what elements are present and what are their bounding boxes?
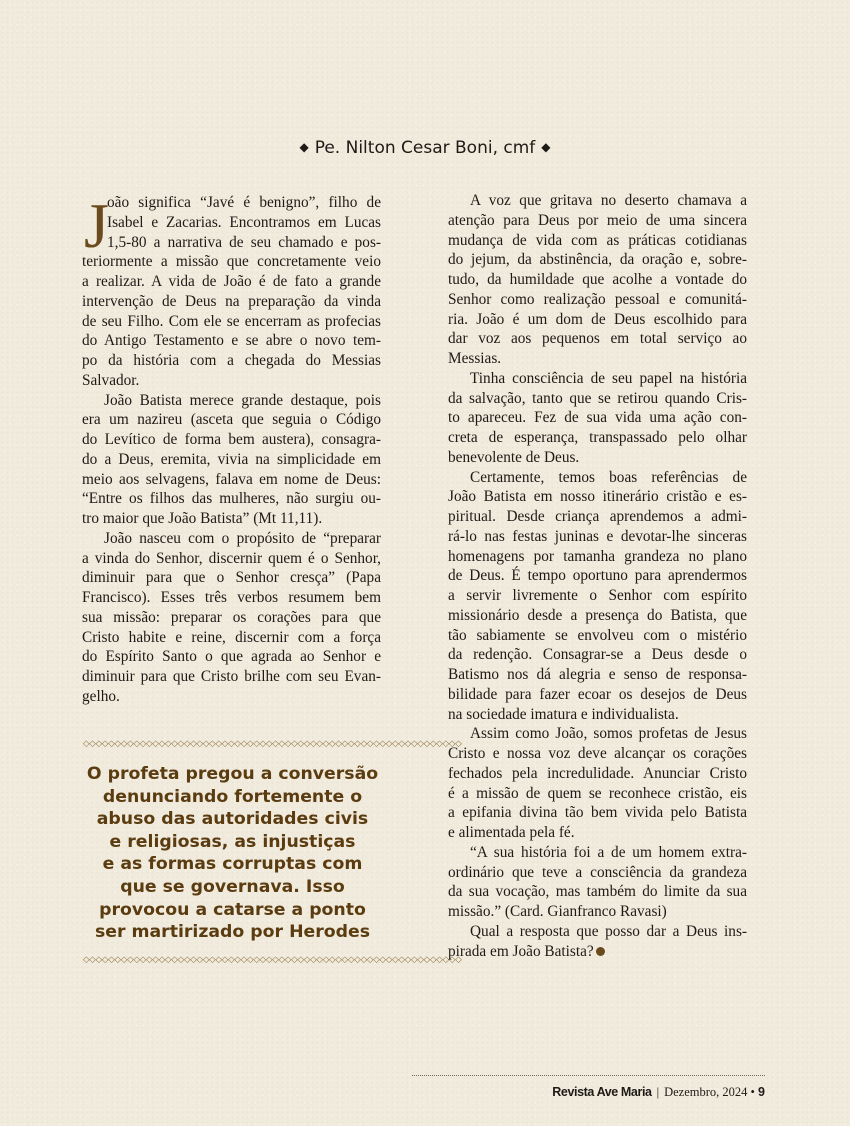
paragraph	[448, 369, 747, 468]
text-line: ria. João é um dom de Deus escolhido para	[448, 310, 747, 328]
text-line: Cristo e nossa voz deve alcançar os corações	[448, 745, 747, 762]
text-line: ordinário que teve a consciência da grandeza	[448, 863, 747, 881]
text-line: sua missão: preparar os corações para que	[82, 608, 381, 626]
text-line: de Deus. É tempo oportuno para aprendermos	[448, 567, 747, 585]
paragraph	[448, 922, 747, 962]
text-line: Messias.	[448, 350, 502, 367]
footer-dot: •	[750, 1085, 755, 1099]
text-line: diminuir para que o Senhor cresça” (Papa	[82, 569, 381, 587]
text-line: de seu Filho. Com ele se encerram as profecias	[82, 312, 381, 330]
text-line: Isabel e Zacarias. Encontramos em Lucas	[107, 213, 381, 231]
text-line: bilidade para fazer ecoar os desejos de Deus	[448, 685, 747, 703]
text-line: fechados pela incredulidade. Anunciar Cristo	[448, 764, 747, 782]
text-line: Batismo nos dá alegria e senso de responsa-	[448, 666, 747, 683]
text-line: a epifania divina tão bem vivida pelo Batista	[448, 804, 747, 822]
pull-quote-line: e religiosas, as injustiças	[109, 831, 356, 852]
text-line: 1,5-80 a narrativa de seu chamado e pos-	[107, 233, 381, 251]
text-line: to apareceu. Fez de sua vida uma ação con-	[448, 409, 747, 427]
text-line: gelho.	[82, 687, 120, 705]
text-line: da sua vocação, mas também do limite da sua	[448, 883, 747, 901]
magazine-name: Revista Ave Maria	[552, 1085, 652, 1099]
paragraph	[448, 468, 747, 725]
text-line: tão sabiamente se envolveu com o mistério	[448, 626, 747, 644]
pull-quote-line: O profeta pregou a conversão	[86, 764, 379, 784]
text-line: atenção para Deus por meio de uma sincera	[448, 211, 747, 229]
text-line: do Levítico de forma bem austera), consagra-	[82, 431, 381, 448]
pull-quote	[82, 763, 383, 944]
end-mark-icon	[596, 947, 605, 956]
text-line: rá-lo nas festas juninas e devotar-lhe sinceras	[448, 527, 747, 545]
text-line: creta de esperança, transpassado pelo olhar	[448, 429, 747, 446]
text-line: missionário desde a presença do Batista, que	[448, 606, 747, 624]
text-line: da salvação, tanto que se retirou quando Cris-	[448, 389, 747, 407]
left-column	[82, 190, 381, 707]
pull-quote-line: ser martirizado por Herodes	[94, 922, 371, 943]
text-line: Qual a resposta que posso dar a Deus ins-	[470, 922, 747, 940]
footer-separator: |	[656, 1085, 660, 1099]
text-line: Salvador.	[82, 371, 140, 389]
page-number: 9	[758, 1085, 765, 1099]
text-line: Senhor como realização pessoal e comunitá-	[448, 290, 747, 308]
paragraph	[448, 191, 747, 369]
text-line: intervenção de Deus na preparação da vinda	[82, 292, 381, 310]
pull-quote-line: abuso das autoridades civis	[96, 809, 369, 830]
text-line: mudança de vida com as práticas cotidianas	[448, 231, 747, 249]
text-line: Certamente, temos boas referências de	[470, 468, 747, 486]
text-line: Assim como João, somos profetas de Jesus	[470, 725, 747, 743]
issue-date: Dezembro, 2024	[664, 1085, 748, 1099]
page-footer	[552, 1085, 765, 1100]
text-line: do jejum, da abstinência, da oração e, sobre-	[448, 251, 747, 269]
text-line: é a missão de quem se reconhece cristão, eis	[448, 784, 747, 802]
text-line: tudo, da humildade que acolhe a vontade do	[448, 271, 747, 288]
text-line: a servir livremente o Senhor com espírito	[448, 587, 747, 604]
footer-rule	[412, 1075, 765, 1076]
text-line: a vinda do Senhor, discernir quem é o Senhor,	[82, 549, 381, 567]
text-line: Francisco). Esses três verbos resumem bem	[82, 589, 381, 606]
paragraph	[82, 391, 381, 529]
author-byline	[0, 138, 850, 158]
text-line: homenagens por tamanha grandeza no plano	[448, 547, 747, 565]
paragraph	[448, 843, 747, 922]
text-line: “Entre os filhos das mulheres, não surgiu ou-	[82, 490, 381, 508]
paragraph	[82, 529, 381, 707]
text-line: e alimentada pela fé.	[448, 824, 575, 841]
text-line: piritual. Desde criança aprendemos a admi-	[448, 508, 747, 525]
text-line: tro maior que João Batista” (Mt 11,11).	[82, 510, 323, 527]
pull-quote-line: que se governava. Isso	[120, 876, 345, 897]
pull-quote-line: denunciando fortemente o	[102, 786, 363, 807]
text-line: do Antigo Testamento e se abre o novo tem-	[82, 332, 381, 350]
paragraph	[448, 724, 747, 843]
text-line: oão significa “Javé é benigno”, filho de	[107, 194, 381, 211]
text-line: João Batista em nosso itinerário cristão e es-	[448, 488, 747, 506]
text-line: na sociedade imatura e individualista.	[448, 705, 679, 723]
diamond-icon: ◆	[541, 140, 551, 154]
text-line: meio aos selvagens, falava em nome de Deus:	[82, 470, 381, 488]
text-line: dar voz aos pequenos em total serviço ao	[448, 330, 747, 348]
text-line: da redenção. Consagrar-se a Deus desde o	[448, 646, 747, 664]
text-line: João Batista merece grande destaque, pois	[104, 391, 381, 409]
right-column	[448, 191, 747, 961]
text-line: diminuir para que Cristo brilhe com seu Evan-	[82, 668, 381, 685]
diamond-icon: ◆	[299, 140, 309, 154]
ornament-divider-top: ◇◇◇◇◇◇◇◇◇◇◇◇◇◇◇◇◇◇◇◇◇◇◇◇◇◇◇◇◇◇◇◇◇◇◇◇◇◇◇◇◇◇◇◇◇◇◇◇◇◇◇◇◇◇◇◇◇◇◇◇	[83, 738, 462, 748]
text-line: pirada em João Batista?	[448, 942, 594, 960]
text-line: Tinha consciência de seu papel na história	[470, 369, 747, 387]
text-line: a realizar. A vida de João é de fato a grande	[82, 273, 381, 290]
text-line: teriormente a missão que concretamente veio	[82, 253, 381, 271]
paragraph	[82, 190, 381, 391]
text-line: benevolente de Deus.	[448, 448, 580, 466]
pull-quote-line: provocou a catarse a ponto	[99, 899, 366, 920]
text-line: “A sua história foi a de um homem extra-	[470, 843, 747, 861]
ornament-divider-bottom: ◇◇◇◇◇◇◇◇◇◇◇◇◇◇◇◇◇◇◇◇◇◇◇◇◇◇◇◇◇◇◇◇◇◇◇◇◇◇◇◇◇◇◇◇◇◇◇◇◇◇◇◇◇◇◇◇◇◇◇◇	[83, 954, 462, 964]
text-line: João nasceu com o propósito de “preparar	[104, 529, 381, 547]
author-name: Pe. Nilton Cesar Boni, cmf	[314, 138, 536, 158]
pull-quote-line: e as formas corruptas com	[102, 854, 363, 875]
text-line: po da história com a chegada do Messias	[82, 352, 381, 369]
drop-cap: J	[84, 190, 109, 261]
text-line: do Espírito Santo o que agrada ao Senhor e	[82, 648, 381, 666]
text-line: Cristo habite e reine, discernir com a força	[82, 628, 381, 646]
text-line: era um nazireu (asceta que seguia o Código	[82, 411, 381, 429]
text-line: A voz que gritava no deserto chamava a	[470, 192, 747, 209]
text-line: missão.” (Card. Gianfranco Ravasi)	[448, 903, 667, 920]
text-line: do a Deus, eremita, vivia na simplicidade em	[82, 450, 381, 468]
